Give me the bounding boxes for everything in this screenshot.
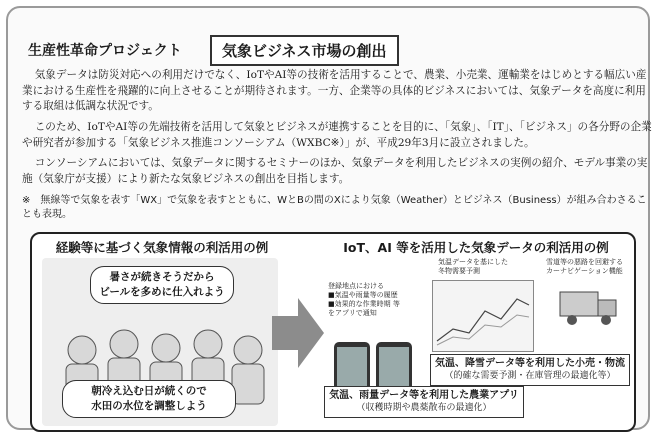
body-paragraph-3: コンソーシアムにおいては、気象データに関するセミナーのほか、気象データを利用したビジネスの実例の紹介、モデル事業の実施（気象庁が支援）により新たな気象ビジネスの創出を目指します。 (22, 157, 648, 185)
experience-illustration (42, 258, 278, 426)
agri-app-caption (324, 386, 524, 418)
speech-bubble-beer: 暑さが続きそうだから ビールを多めに仕入れよう (90, 266, 234, 304)
demand-forecast-caption: 気温データを基にした 冬物需要予測 (438, 258, 508, 275)
footnote: ※ 無線等で気象を表す「WX」で気象を表すとともに、WとBの間のXにより気象（Weather）とビジネス（Business）が組み合わさることも表現。 (22, 195, 647, 220)
project-label: 生産性革命プロジェクト (28, 43, 182, 59)
right-arrow-icon (272, 298, 324, 368)
car-navigation-caption: 雪道等の悪路を回避する カーナビゲーション機能 (546, 258, 623, 275)
content-frame (6, 6, 650, 430)
speech-bubble-paddy: 朝冷え込む日が続くので 水田の水位を調整しよう (62, 380, 236, 418)
retail-logistics-caption (430, 354, 630, 386)
farm-app-notice: 登録地点における ■気温や雨量等の履歴 ■効果的な作業時期 等 をアプリで通知 (328, 282, 400, 317)
demand-chart-graphic (433, 281, 533, 351)
iot-illustration (328, 258, 628, 426)
left-heading: 経験等に基づく気象情報の利活用の例 (55, 240, 269, 255)
body-paragraph-1: 気象データは防災対応への利用だけでなく、IoTやAI等の技術を活用することで、農業、小売業、運輸業をはじめとする幅広い産業における生産性を飛躍的に向上させることが期待されます。一方、企業等の具体的ビジネスにおいては、気象データを高度に利用する取組は低調な状況です。 (22, 69, 647, 112)
agri-caption-sub: （収穫時期や農薬散布の最適化） (356, 403, 492, 413)
right-heading: IoT、AI 等を活用した気象データの利活用の例 (343, 240, 609, 255)
retail-caption-main: 気温、降雪データ等を利用した小売・物流 (435, 358, 625, 369)
page-title: 気象ビジネス市場の創出 (210, 35, 399, 66)
examples-panel (30, 232, 636, 432)
agri-caption-main: 気温、雨量データ等を利用した農業アプリ (329, 390, 519, 401)
body-paragraph-2: このため、IoTやAI等の先端技術を活用して気象とビジネスが連携することを目的に、「気象」、「IT」、「ビジネス」の各分野の企業や研究者が参加する「気象ビジネス推進コンソーシアム（WXBC※）」が、平成29年3月に設立されました。 (22, 121, 652, 149)
truck-icon (558, 284, 622, 328)
retail-caption-sub: （的確な需要予測・在庫管理の最適化等） (444, 371, 616, 381)
demand-chart-image (432, 280, 534, 352)
